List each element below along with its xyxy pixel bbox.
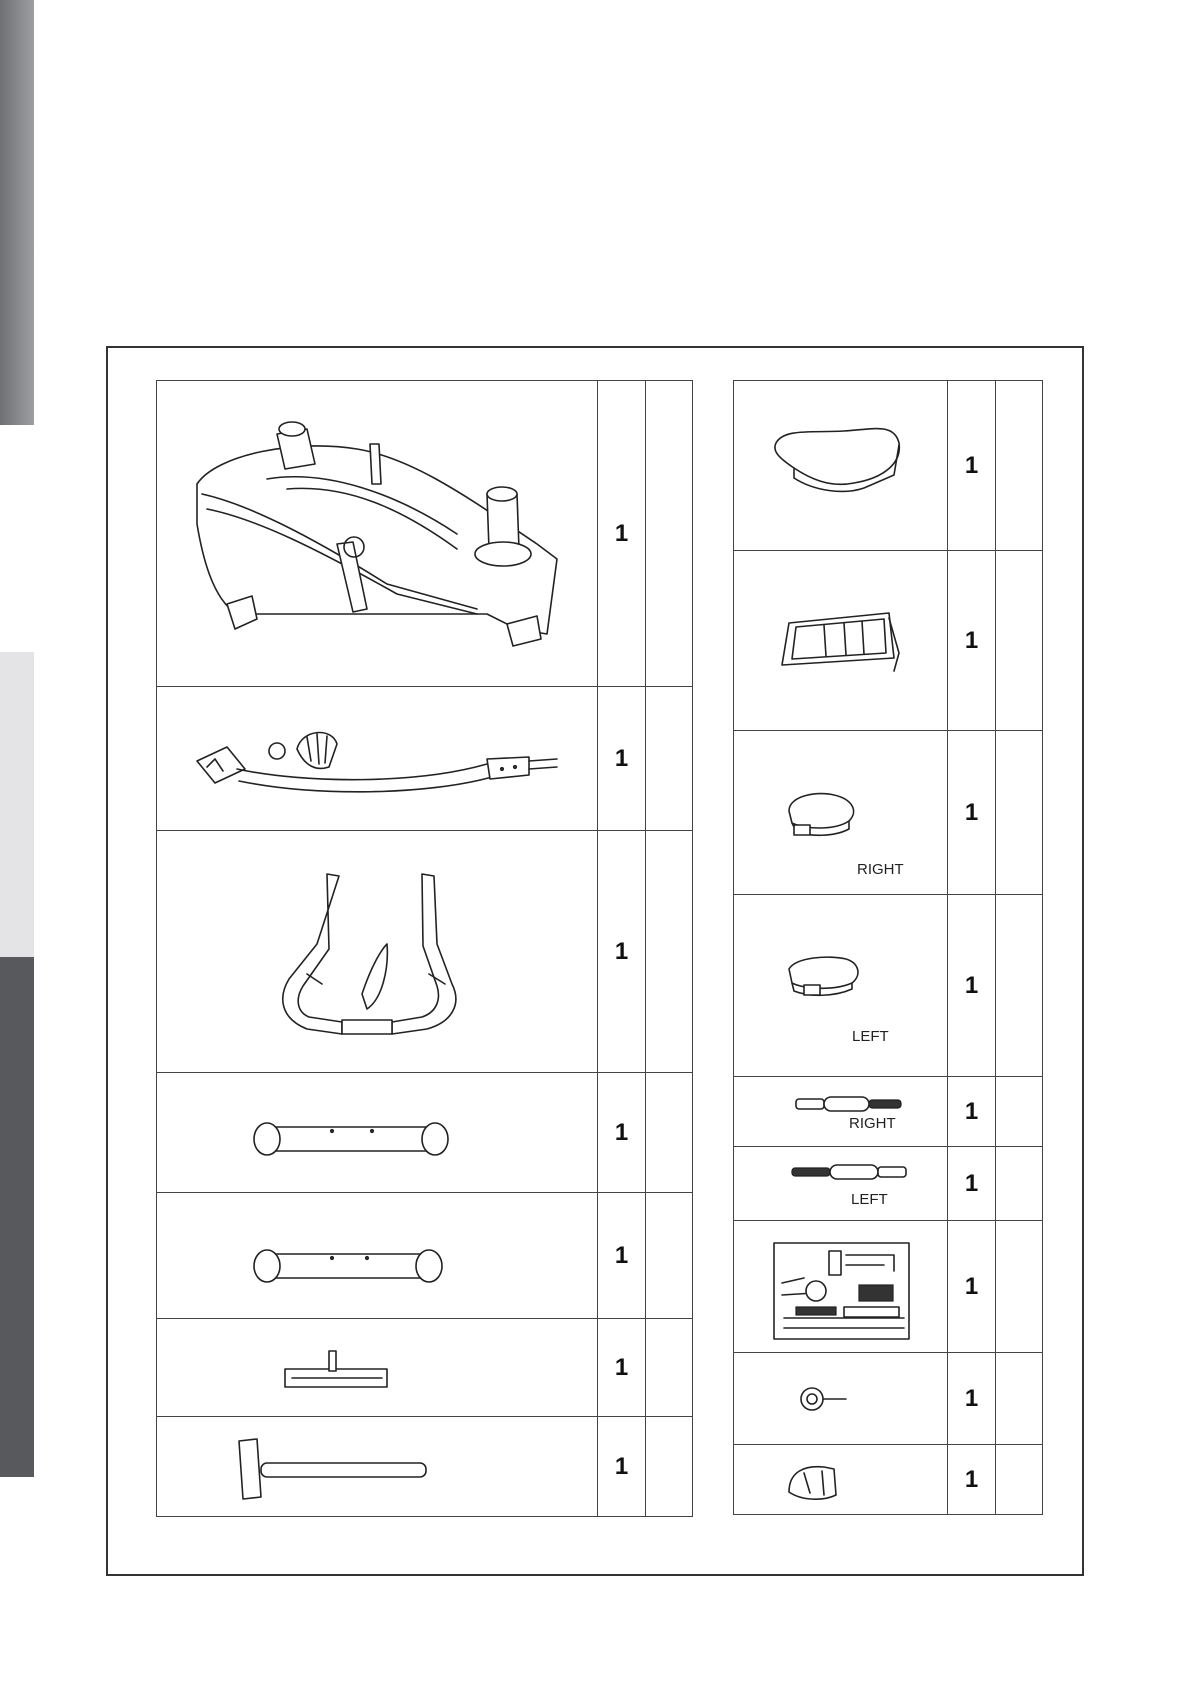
post-cover-drawing: [734, 1445, 948, 1515]
table-row: [734, 1445, 1043, 1515]
pedal-strap-right-drawing: [734, 1077, 948, 1147]
computer-console-drawing: [734, 551, 948, 731]
table-row: [157, 1417, 693, 1517]
seat-drawing: [734, 381, 948, 551]
blank-cell: [646, 381, 693, 687]
qty-handlebar: 1: [598, 831, 646, 1073]
table-row: [734, 1077, 1043, 1147]
blank-cell: [996, 381, 1043, 551]
pedal-left-drawing: [734, 895, 948, 1077]
part-label-left: LEFT: [852, 1028, 889, 1045]
blank-cell: [646, 831, 693, 1073]
parts-table-right: [733, 380, 1043, 1515]
parts-table-left: [156, 380, 693, 1517]
qty-pedal-strap-right: 1: [948, 1077, 996, 1147]
table-row: [157, 1193, 693, 1319]
qty-front-stabilizer: 1: [598, 1073, 646, 1193]
qty-pedal-right: 1: [948, 731, 996, 895]
side-tab-middle: [0, 652, 34, 957]
part-label-right: RIGHT: [849, 1115, 896, 1132]
pedal-right-drawing: [734, 731, 948, 895]
qty-main-frame: 1: [598, 381, 646, 687]
seat-slider-drawing: [157, 1319, 598, 1417]
table-row: [734, 731, 1043, 895]
qty-rear-stabilizer: 1: [598, 1193, 646, 1319]
blank-cell: [996, 1077, 1043, 1147]
table-row: [734, 1221, 1043, 1353]
part-label-right: RIGHT: [857, 861, 904, 878]
main-frame-drawing: [157, 381, 598, 687]
qty-post-cover: 1: [948, 1445, 996, 1515]
qty-pedal-strap-left: 1: [948, 1147, 996, 1221]
adjustment-knob-drawing: [734, 1353, 948, 1445]
part-label-left: LEFT: [851, 1191, 888, 1208]
qty-front-post: 1: [598, 687, 646, 831]
blank-cell: [996, 731, 1043, 895]
qty-seat-slider: 1: [598, 1319, 646, 1417]
blank-cell: [996, 1147, 1043, 1221]
qty-hardware-pack: 1: [948, 1221, 996, 1353]
table-row: [734, 381, 1043, 551]
qty-seat: 1: [948, 381, 996, 551]
blank-cell: [996, 1445, 1043, 1515]
pedal-strap-left-drawing: [734, 1147, 948, 1221]
table-row: [157, 381, 693, 687]
blank-cell: [996, 1353, 1043, 1445]
side-tab-top: [0, 0, 34, 425]
blank-cell: [996, 895, 1043, 1077]
blank-cell: [646, 1417, 693, 1517]
table-row: [734, 1147, 1043, 1221]
blank-cell: [996, 551, 1043, 731]
blank-cell: [996, 1221, 1043, 1353]
qty-seat-post: 1: [598, 1417, 646, 1517]
blank-cell: [646, 1319, 693, 1417]
blank-cell: [646, 1193, 693, 1319]
front-post-drawing: [157, 687, 598, 831]
qty-pedal-left: 1: [948, 895, 996, 1077]
qty-adjustment-knob: 1: [948, 1353, 996, 1445]
handlebar-drawing: [157, 831, 598, 1073]
blank-cell: [646, 687, 693, 831]
qty-computer-console: 1: [948, 551, 996, 731]
hardware-pack-drawing: [734, 1221, 948, 1353]
table-row: [734, 1353, 1043, 1445]
table-row: [734, 895, 1043, 1077]
table-row: [157, 1319, 693, 1417]
side-tab-bottom: [0, 957, 34, 1477]
table-row: [157, 1073, 693, 1193]
table-row: [734, 551, 1043, 731]
blank-cell: [646, 1073, 693, 1193]
table-row: [157, 831, 693, 1073]
table-row: [157, 687, 693, 831]
seat-post-drawing: [157, 1417, 598, 1517]
front-stabilizer-drawing: [157, 1073, 598, 1193]
rear-stabilizer-drawing: [157, 1193, 598, 1319]
